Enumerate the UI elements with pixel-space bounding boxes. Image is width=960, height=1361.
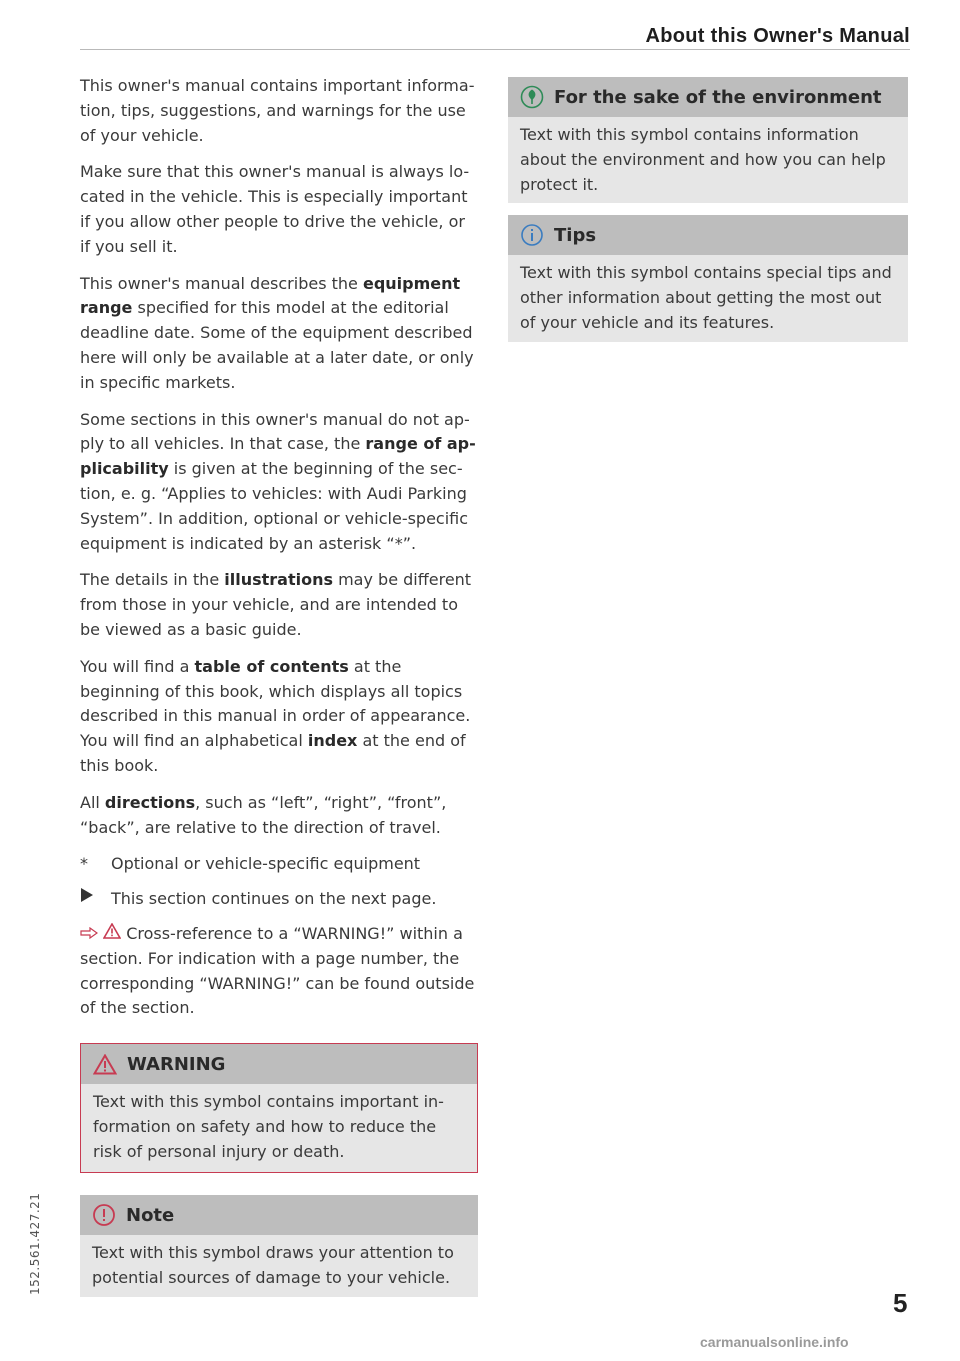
legend-asterisk xyxy=(80,852,478,877)
location-paragraph: Make sure that this owner's manual is always lo-cated in the vehicle. This is especially important if you allow other people to drive the vehicle, or if you sell it. xyxy=(80,162,470,256)
bold-term: range of ap-plicability xyxy=(80,434,476,479)
exclamation-circle-icon xyxy=(92,1203,126,1227)
tree-leaf-icon xyxy=(520,85,554,109)
header-divider xyxy=(80,49,910,50)
legend-text: Cross-reference to a “WARNING!” within a section. For indication with a page number, the corresponding “WARNING!” can be found outside of the section. xyxy=(80,923,475,1018)
contents-paragraph xyxy=(80,655,478,779)
environment-text: Text with this symbol contains information about the environment and how you can help protect it. xyxy=(508,117,908,203)
note-header xyxy=(80,1195,478,1235)
left-column xyxy=(80,74,478,1297)
text: specified for this model at the editorial deadline date. Some of the equipment described here will only be available at a later date, or only in specific markets. xyxy=(80,298,474,392)
warning-triangle-icon xyxy=(93,1054,127,1075)
text: All xyxy=(80,792,105,812)
warning-header xyxy=(81,1044,477,1084)
legend-cross-reference xyxy=(80,922,478,1021)
tips-box xyxy=(508,215,908,341)
text: You will find a xyxy=(80,656,195,676)
text: Some sections in this owner's manual do not ap-ply to all vehicles. In that case, the xyxy=(80,409,470,454)
text: may be different from those in your vehicle, and are intended to be viewed as a basic guide. xyxy=(80,570,472,639)
page-header-title: About this Owner's Manual xyxy=(645,25,910,47)
text: This owner's manual describes the xyxy=(80,273,363,293)
bold-term: illustrations xyxy=(224,570,333,590)
bold-term: directions xyxy=(104,792,196,812)
equipment-paragraph xyxy=(80,272,478,396)
watermark: carmanualsonline.info xyxy=(700,1334,849,1350)
legend-text: Optional or vehicle-specific equipment xyxy=(111,854,421,874)
legend-continues xyxy=(80,887,478,912)
text: at the end of this book. xyxy=(80,731,466,775)
warning-text: Text with this symbol contains important in-formation on safety and how to reduce the risk of personal injury or death. xyxy=(81,1084,477,1172)
arrow-right-icon xyxy=(80,887,111,903)
text: , such as “left”, “right”, “front”, “back”, are relative to the direction of travel. xyxy=(80,792,447,837)
bold-term: equipment range xyxy=(80,273,461,318)
environment-box xyxy=(508,77,908,203)
note-title: Note xyxy=(126,1204,175,1226)
legend-text: This section continues on the next page. xyxy=(111,889,437,909)
tips-text: Text with this symbol contains special tips and other information about getting the most out of your vehicle and its features. xyxy=(508,255,908,341)
illustrations-paragraph xyxy=(80,568,478,642)
environment-title: For the sake of the environment xyxy=(554,86,882,108)
note-box xyxy=(80,1195,478,1297)
applicability-paragraph xyxy=(80,408,478,557)
note-text: Text with this symbol draws your attention to potential sources of damage to your vehicle. xyxy=(80,1235,478,1297)
bold-term: table of contents xyxy=(194,656,349,676)
text: The details in the xyxy=(80,570,225,590)
tips-title: Tips xyxy=(554,224,597,246)
asterisk-icon: * xyxy=(80,854,88,874)
environment-header xyxy=(508,77,908,117)
right-column xyxy=(508,77,908,342)
info-circle-icon xyxy=(520,223,554,247)
tips-header xyxy=(508,215,908,255)
page-number: 5 xyxy=(893,1288,908,1318)
intro-paragraph: This owner's manual contains important informa-tion, tips, suggestions, and warnings for the use of your vehicle. xyxy=(80,76,475,145)
warning-box xyxy=(80,1043,478,1173)
text: at the beginning of this book, which displays all topics described in this manual in order of appearance. You will find an alphabetical xyxy=(80,656,471,751)
bold-term: index xyxy=(307,731,358,751)
cross-reference-arrow-icon xyxy=(80,924,98,943)
directions-paragraph xyxy=(80,791,478,841)
warning-triangle-icon xyxy=(103,924,121,943)
text: is given at the beginning of the sec-tion, e. g. “Applies to vehicles: with Audi Parking System”. In addition, optional or vehicle-specific equipment is indicated by an asterisk “*”. xyxy=(80,459,469,553)
document-code: 152.561.427.21 xyxy=(28,1192,42,1295)
warning-title: WARNING xyxy=(127,1053,226,1075)
